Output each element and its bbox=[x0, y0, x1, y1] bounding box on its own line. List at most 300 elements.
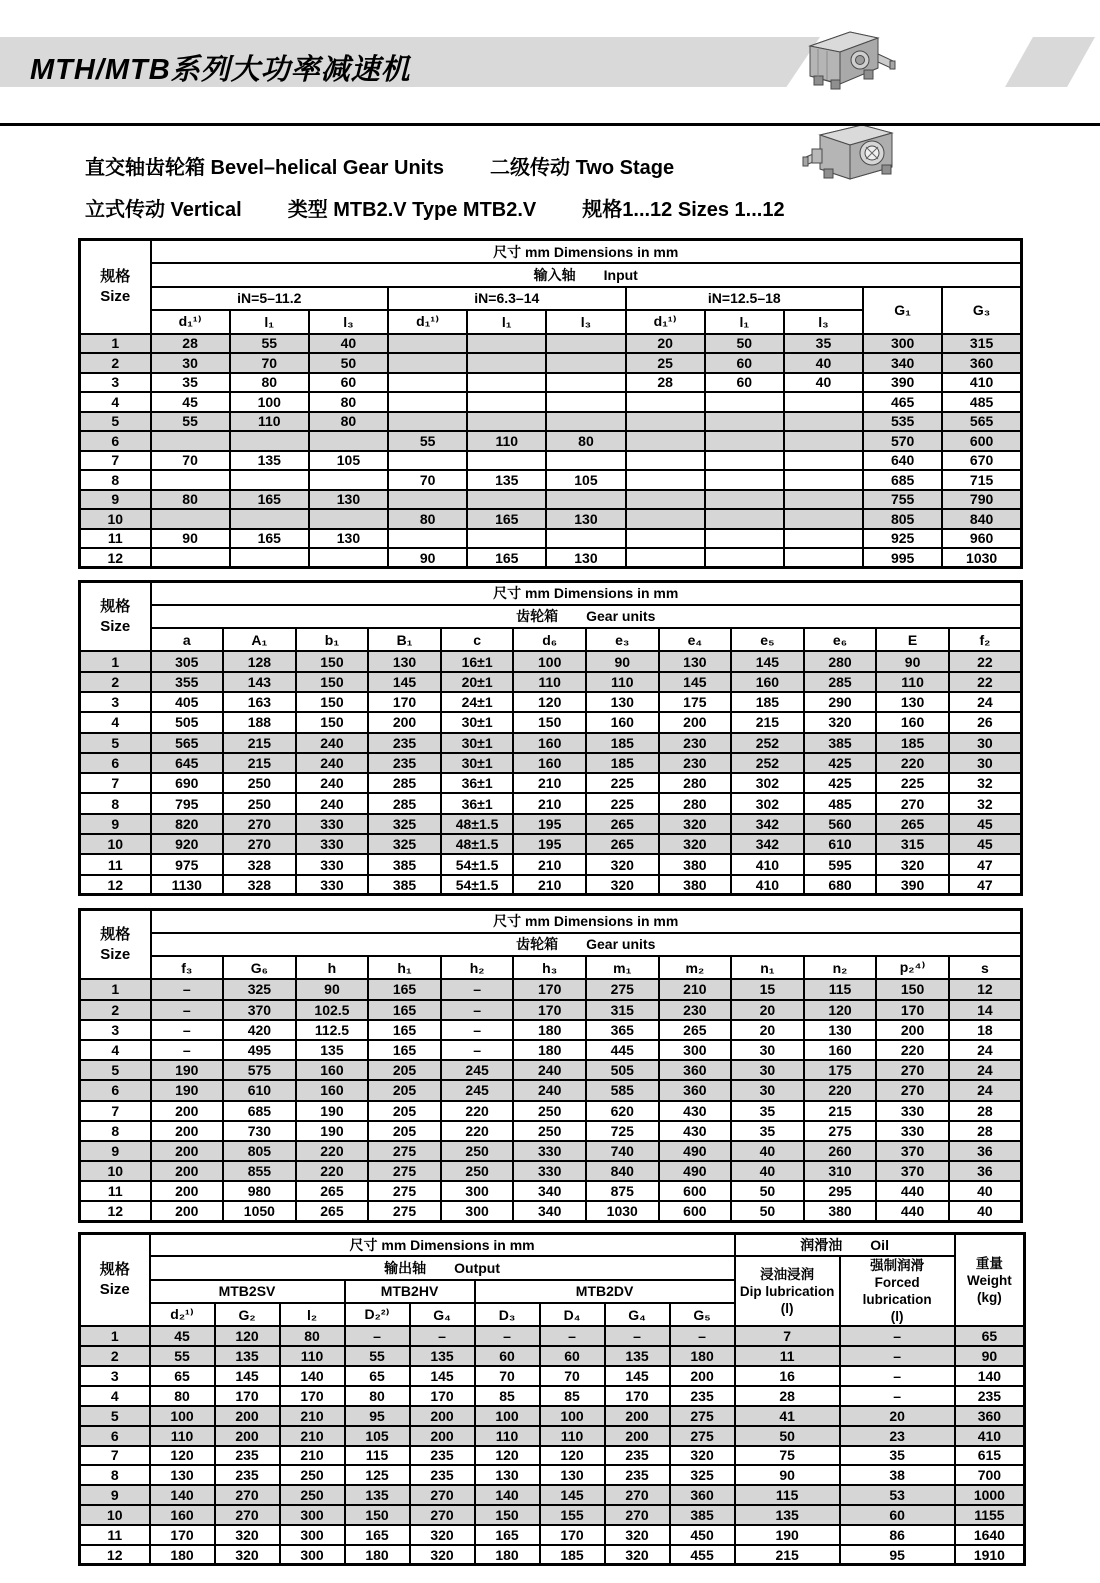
value-cell: 330 bbox=[296, 854, 369, 874]
value-cell: 170 bbox=[368, 692, 441, 712]
size-cell: 11 bbox=[80, 529, 151, 549]
output-section-header: 输出轴 Output bbox=[150, 1256, 735, 1279]
value-cell: 495 bbox=[223, 1040, 296, 1060]
value-cell: 570 bbox=[863, 431, 942, 451]
column-header: d₂¹⁾ bbox=[150, 1303, 215, 1326]
value-cell bbox=[705, 470, 784, 490]
value-cell: 390 bbox=[863, 373, 942, 393]
value-cell: 270 bbox=[876, 1060, 949, 1080]
value-cell: 150 bbox=[296, 651, 369, 671]
table-row bbox=[80, 1386, 1025, 1406]
value-cell: 210 bbox=[513, 793, 586, 813]
value-cell: 160 bbox=[296, 1080, 369, 1100]
value-cell: 685 bbox=[863, 470, 942, 490]
value-cell: 445 bbox=[586, 1040, 659, 1060]
table-row bbox=[80, 773, 1022, 793]
value-cell: 135 bbox=[467, 470, 546, 490]
value-cell: 130 bbox=[804, 1020, 877, 1040]
value-cell: 330 bbox=[296, 875, 369, 895]
value-cell: 120 bbox=[804, 1000, 877, 1020]
column-header: n₁ bbox=[731, 956, 804, 979]
value-cell: 1910 bbox=[955, 1545, 1025, 1565]
column-header: f₂ bbox=[949, 628, 1022, 651]
value-cell: 200 bbox=[605, 1406, 670, 1426]
value-cell: 265 bbox=[876, 814, 949, 834]
value-cell: 90 bbox=[955, 1346, 1025, 1366]
value-cell bbox=[626, 451, 705, 471]
value-cell: 600 bbox=[659, 1201, 732, 1221]
value-cell: 150 bbox=[345, 1505, 410, 1525]
size-cell: 2 bbox=[80, 1000, 151, 1020]
table-row bbox=[80, 875, 1022, 895]
gear-units-section-header: 齿轮箱 Gear units bbox=[151, 605, 1022, 628]
value-cell: 250 bbox=[441, 1161, 514, 1181]
value-cell: 615 bbox=[955, 1446, 1025, 1466]
value-cell: 35 bbox=[784, 334, 863, 354]
value-cell: 490 bbox=[659, 1161, 732, 1181]
value-cell: 70 bbox=[540, 1366, 605, 1386]
column-header: d₆ bbox=[513, 628, 586, 651]
value-cell: 16 bbox=[735, 1366, 840, 1386]
value-cell: 220 bbox=[876, 753, 949, 773]
value-cell: – bbox=[151, 979, 224, 999]
value-cell: 315 bbox=[586, 1000, 659, 1020]
value-cell: 245 bbox=[441, 1080, 514, 1100]
value-cell: 70 bbox=[151, 451, 230, 471]
column-header: l₁ bbox=[705, 310, 784, 334]
value-cell: 535 bbox=[863, 412, 942, 432]
value-cell: 80 bbox=[309, 392, 388, 412]
value-cell: 200 bbox=[151, 1121, 224, 1141]
value-cell bbox=[705, 509, 784, 529]
value-cell: 295 bbox=[804, 1181, 877, 1201]
value-cell: 385 bbox=[368, 854, 441, 874]
value-cell: 210 bbox=[280, 1446, 345, 1466]
value-cell: 20 bbox=[731, 1000, 804, 1020]
value-cell: 35 bbox=[151, 373, 230, 393]
table-row bbox=[80, 1485, 1025, 1505]
value-cell bbox=[705, 431, 784, 451]
size-cell: 12 bbox=[80, 1201, 151, 1221]
table-row bbox=[80, 1020, 1022, 1040]
value-cell: 1000 bbox=[955, 1485, 1025, 1505]
table-row bbox=[80, 1101, 1022, 1121]
value-cell: 210 bbox=[513, 854, 586, 874]
value-cell: 195 bbox=[513, 834, 586, 854]
size-cell: 10 bbox=[80, 1505, 150, 1525]
value-cell: 320 bbox=[586, 854, 659, 874]
column-header: h₂ bbox=[441, 956, 514, 979]
size-cell: 7 bbox=[80, 1101, 151, 1121]
value-cell: 215 bbox=[735, 1545, 840, 1565]
value-cell: 265 bbox=[586, 834, 659, 854]
value-cell: 20 bbox=[731, 1020, 804, 1040]
value-cell: 210 bbox=[280, 1406, 345, 1426]
size-cell: 12 bbox=[80, 548, 151, 568]
value-cell bbox=[388, 412, 467, 432]
value-cell: 225 bbox=[586, 793, 659, 813]
value-cell: 235 bbox=[368, 733, 441, 753]
value-cell: 270 bbox=[223, 834, 296, 854]
table-row bbox=[80, 753, 1022, 773]
banner-right-stripe bbox=[1005, 37, 1095, 87]
value-cell: 235 bbox=[215, 1446, 280, 1466]
intro-type-label: 类型 MTB2.V Type MTB2.V bbox=[287, 199, 537, 221]
table-row bbox=[80, 373, 1022, 393]
value-cell bbox=[467, 529, 546, 549]
column-header: f₃ bbox=[151, 956, 224, 979]
value-cell: 410 bbox=[955, 1426, 1025, 1446]
value-cell: 150 bbox=[876, 979, 949, 999]
intro-two-stage-label: 二级传动 Two Stage bbox=[490, 157, 675, 179]
size-cell: 1 bbox=[80, 651, 151, 671]
value-cell bbox=[546, 392, 625, 412]
value-cell: – bbox=[151, 1020, 224, 1040]
value-cell: 70 bbox=[475, 1366, 540, 1386]
value-cell: 185 bbox=[540, 1545, 605, 1565]
value-cell: 300 bbox=[659, 1040, 732, 1060]
value-cell: 130 bbox=[586, 692, 659, 712]
value-cell: 110 bbox=[586, 672, 659, 692]
value-cell bbox=[626, 431, 705, 451]
value-cell: 960 bbox=[942, 529, 1021, 549]
value-cell: 200 bbox=[151, 1101, 224, 1121]
value-cell: 280 bbox=[659, 773, 732, 793]
value-cell bbox=[467, 451, 546, 471]
value-cell: 47 bbox=[949, 875, 1022, 895]
size-cell: 2 bbox=[80, 672, 151, 692]
value-cell: 200 bbox=[151, 1181, 224, 1201]
value-cell: 20±1 bbox=[441, 672, 514, 692]
value-cell: 160 bbox=[150, 1505, 215, 1525]
value-cell: 330 bbox=[296, 834, 369, 854]
gear-unit-dimensions-table-1 bbox=[78, 580, 1023, 896]
value-cell: 41 bbox=[735, 1406, 840, 1426]
table-row bbox=[80, 1141, 1022, 1161]
value-cell: 360 bbox=[955, 1406, 1025, 1426]
value-cell: – bbox=[605, 1326, 670, 1346]
value-cell: 90 bbox=[735, 1465, 840, 1485]
value-cell: 200 bbox=[410, 1406, 475, 1426]
value-cell: 240 bbox=[513, 1060, 586, 1080]
value-cell: 585 bbox=[586, 1080, 659, 1100]
value-cell: 325 bbox=[368, 834, 441, 854]
value-cell: 190 bbox=[735, 1525, 840, 1545]
value-cell: 180 bbox=[345, 1545, 410, 1565]
value-cell: 250 bbox=[223, 773, 296, 793]
value-cell: 360 bbox=[659, 1060, 732, 1080]
ratio-group-header: iN=5–11.2 bbox=[151, 287, 389, 311]
value-cell: 380 bbox=[804, 1201, 877, 1221]
value-cell: 620 bbox=[586, 1101, 659, 1121]
value-cell: 160 bbox=[731, 672, 804, 692]
weight-column-header: 重量 Weight (kg) bbox=[955, 1234, 1025, 1327]
value-cell: 115 bbox=[804, 979, 877, 999]
value-cell: 250 bbox=[280, 1465, 345, 1485]
value-cell: 170 bbox=[280, 1386, 345, 1406]
value-cell: 210 bbox=[513, 875, 586, 895]
value-cell: 150 bbox=[475, 1505, 540, 1525]
value-cell: 80 bbox=[230, 373, 309, 393]
value-cell: 24 bbox=[949, 692, 1022, 712]
value-cell: 300 bbox=[441, 1181, 514, 1201]
value-cell: 30±1 bbox=[441, 733, 514, 753]
size-cell: 4 bbox=[80, 1386, 150, 1406]
value-cell: 32 bbox=[949, 793, 1022, 813]
value-cell: 30 bbox=[949, 753, 1022, 773]
value-cell: 1030 bbox=[586, 1201, 659, 1221]
table-row bbox=[80, 392, 1022, 412]
value-cell bbox=[784, 431, 863, 451]
value-cell: 685 bbox=[223, 1101, 296, 1121]
value-cell: 270 bbox=[605, 1485, 670, 1505]
value-cell bbox=[546, 490, 625, 510]
value-cell: 410 bbox=[942, 373, 1021, 393]
value-cell: 30±1 bbox=[441, 712, 514, 732]
value-cell: 325 bbox=[670, 1465, 735, 1485]
intro-line-1 bbox=[85, 151, 674, 180]
size-cell: 8 bbox=[80, 1121, 151, 1141]
table-row bbox=[80, 834, 1022, 854]
table-row bbox=[80, 353, 1022, 373]
value-cell: 330 bbox=[876, 1121, 949, 1141]
value-cell: 170 bbox=[215, 1386, 280, 1406]
value-cell: 220 bbox=[876, 1040, 949, 1060]
value-cell: 300 bbox=[280, 1545, 345, 1565]
value-cell: 410 bbox=[731, 875, 804, 895]
value-cell: 440 bbox=[876, 1181, 949, 1201]
value-cell: 560 bbox=[804, 814, 877, 834]
value-cell bbox=[467, 373, 546, 393]
oil-section-header: 润滑油 Oil bbox=[735, 1234, 955, 1257]
column-header: e₅ bbox=[731, 628, 804, 651]
value-cell: 250 bbox=[513, 1121, 586, 1141]
value-cell: – bbox=[441, 1000, 514, 1020]
column-header: e₄ bbox=[659, 628, 732, 651]
value-cell: 325 bbox=[368, 814, 441, 834]
value-cell: 130 bbox=[309, 490, 388, 510]
intro-line-2 bbox=[85, 193, 785, 222]
value-cell: 160 bbox=[586, 712, 659, 732]
value-cell: 855 bbox=[223, 1161, 296, 1181]
column-header: B₁ bbox=[368, 628, 441, 651]
value-cell: 360 bbox=[659, 1080, 732, 1100]
value-cell: 140 bbox=[475, 1485, 540, 1505]
value-cell: 235 bbox=[410, 1446, 475, 1466]
size-cell: 2 bbox=[80, 353, 151, 373]
value-cell: 185 bbox=[876, 733, 949, 753]
value-cell: 105 bbox=[546, 470, 625, 490]
value-cell: 95 bbox=[840, 1545, 955, 1565]
size-cell: 5 bbox=[80, 412, 151, 432]
value-cell: 120 bbox=[475, 1446, 540, 1466]
value-cell: 145 bbox=[605, 1366, 670, 1386]
value-cell: 600 bbox=[659, 1181, 732, 1201]
value-cell: 80 bbox=[151, 490, 230, 510]
value-cell: 805 bbox=[863, 509, 942, 529]
value-cell: 135 bbox=[296, 1040, 369, 1060]
gearbox-images bbox=[798, 20, 1008, 110]
value-cell bbox=[784, 392, 863, 412]
size-cell: 8 bbox=[80, 1465, 150, 1485]
value-cell: 200 bbox=[605, 1426, 670, 1446]
value-cell: 250 bbox=[223, 793, 296, 813]
value-cell: 700 bbox=[955, 1465, 1025, 1485]
table-row bbox=[80, 1346, 1025, 1366]
value-cell bbox=[151, 431, 230, 451]
column-header: e₃ bbox=[586, 628, 659, 651]
value-cell: 112.5 bbox=[296, 1020, 369, 1040]
value-cell bbox=[151, 548, 230, 568]
column-header: h₁ bbox=[368, 956, 441, 979]
value-cell: 365 bbox=[586, 1020, 659, 1040]
table-row bbox=[80, 1201, 1022, 1221]
value-cell: 270 bbox=[410, 1505, 475, 1525]
value-cell: 120 bbox=[215, 1326, 280, 1346]
value-cell: 300 bbox=[280, 1505, 345, 1525]
value-cell: 180 bbox=[670, 1346, 735, 1366]
value-cell: 90 bbox=[876, 651, 949, 671]
size-cell: 6 bbox=[80, 753, 151, 773]
value-cell: 285 bbox=[368, 773, 441, 793]
value-cell: 145 bbox=[540, 1485, 605, 1505]
value-cell: 110 bbox=[230, 412, 309, 432]
value-cell: 505 bbox=[586, 1060, 659, 1080]
value-cell: 290 bbox=[804, 692, 877, 712]
value-cell: 28 bbox=[949, 1121, 1022, 1141]
value-cell bbox=[626, 392, 705, 412]
value-cell: 315 bbox=[876, 834, 949, 854]
value-cell: 275 bbox=[670, 1406, 735, 1426]
value-cell bbox=[388, 392, 467, 412]
table-row bbox=[80, 1426, 1025, 1446]
value-cell: 12 bbox=[949, 979, 1022, 999]
value-cell bbox=[546, 412, 625, 432]
value-cell: 330 bbox=[513, 1161, 586, 1181]
value-cell: 60 bbox=[475, 1346, 540, 1366]
value-cell: 165 bbox=[475, 1525, 540, 1545]
value-cell: 100 bbox=[230, 392, 309, 412]
value-cell: 135 bbox=[215, 1346, 280, 1366]
value-cell: 30 bbox=[731, 1060, 804, 1080]
column-header: G₂ bbox=[215, 1303, 280, 1326]
value-cell: 300 bbox=[441, 1201, 514, 1221]
table-row bbox=[80, 490, 1022, 510]
value-cell: 340 bbox=[513, 1181, 586, 1201]
value-cell: 130 bbox=[546, 548, 625, 568]
value-cell: 252 bbox=[731, 753, 804, 773]
value-cell: 20 bbox=[840, 1406, 955, 1426]
value-cell: 30 bbox=[949, 733, 1022, 753]
value-cell: 320 bbox=[586, 875, 659, 895]
value-cell bbox=[784, 412, 863, 432]
value-cell: 170 bbox=[876, 1000, 949, 1020]
value-cell: – bbox=[345, 1326, 410, 1346]
value-cell: – bbox=[441, 1020, 514, 1040]
table-row bbox=[80, 431, 1022, 451]
value-cell: 595 bbox=[804, 854, 877, 874]
value-cell: 120 bbox=[540, 1446, 605, 1466]
value-cell bbox=[626, 529, 705, 549]
table-row bbox=[80, 1040, 1022, 1060]
value-cell: 185 bbox=[586, 753, 659, 773]
size-cell: 12 bbox=[80, 875, 151, 895]
input-section-header: 输入轴 Input bbox=[151, 263, 1022, 287]
value-cell: – bbox=[840, 1386, 955, 1406]
column-header: s bbox=[949, 956, 1022, 979]
value-cell: 200 bbox=[876, 1020, 949, 1040]
value-cell: – bbox=[410, 1326, 475, 1346]
value-cell: 55 bbox=[151, 412, 230, 432]
size-cell: 6 bbox=[80, 1080, 151, 1100]
dimensions-title: 尺寸 mm Dimensions in mm bbox=[151, 240, 1022, 264]
value-cell: 205 bbox=[368, 1121, 441, 1141]
value-cell: – bbox=[475, 1326, 540, 1346]
table-row bbox=[80, 692, 1022, 712]
column-header: c bbox=[441, 628, 514, 651]
value-cell: 755 bbox=[863, 490, 942, 510]
value-cell: 302 bbox=[731, 793, 804, 813]
table-row bbox=[80, 733, 1022, 753]
value-cell: 65 bbox=[955, 1326, 1025, 1346]
value-cell: 100 bbox=[150, 1406, 215, 1426]
column-header: l₃ bbox=[309, 310, 388, 334]
value-cell: 175 bbox=[659, 692, 732, 712]
value-cell bbox=[705, 490, 784, 510]
value-cell: 275 bbox=[586, 979, 659, 999]
value-cell: 105 bbox=[345, 1426, 410, 1446]
table-row bbox=[80, 1446, 1025, 1466]
header-divider bbox=[0, 123, 1100, 126]
input-shaft-dimensions-table bbox=[78, 238, 1023, 569]
value-cell: 14 bbox=[949, 1000, 1022, 1020]
column-header: l₁ bbox=[467, 310, 546, 334]
size-column-header bbox=[80, 240, 151, 334]
size-cell: 9 bbox=[80, 490, 151, 510]
column-header-g3: G₃ bbox=[942, 287, 1021, 334]
value-cell: 215 bbox=[731, 712, 804, 732]
value-cell: 135 bbox=[605, 1346, 670, 1366]
value-cell: 320 bbox=[670, 1446, 735, 1466]
value-cell: 1050 bbox=[223, 1201, 296, 1221]
table-row bbox=[80, 1406, 1025, 1426]
value-cell: 340 bbox=[513, 1201, 586, 1221]
value-cell: 55 bbox=[388, 431, 467, 451]
value-cell: 170 bbox=[513, 979, 586, 999]
column-header: n₂ bbox=[804, 956, 877, 979]
value-cell: 490 bbox=[659, 1141, 732, 1161]
value-cell: 320 bbox=[215, 1525, 280, 1545]
value-cell: 40 bbox=[784, 373, 863, 393]
value-cell bbox=[705, 412, 784, 432]
value-cell: 180 bbox=[475, 1545, 540, 1565]
value-cell: 285 bbox=[368, 793, 441, 813]
value-cell: 270 bbox=[215, 1485, 280, 1505]
table-row bbox=[80, 672, 1022, 692]
value-cell: 80 bbox=[309, 412, 388, 432]
value-cell: 130 bbox=[150, 1465, 215, 1485]
value-cell: 265 bbox=[296, 1201, 369, 1221]
value-cell: 235 bbox=[605, 1465, 670, 1485]
column-header: D₃ bbox=[475, 1303, 540, 1326]
column-header: d₁¹⁾ bbox=[388, 310, 467, 334]
value-cell: 150 bbox=[513, 712, 586, 732]
value-cell: 38 bbox=[840, 1465, 955, 1485]
forced-lubrication-header: 强制润滑 Forced lubrication (l) bbox=[840, 1256, 955, 1326]
column-header: l₃ bbox=[546, 310, 625, 334]
value-cell bbox=[705, 548, 784, 568]
value-cell: 1640 bbox=[955, 1525, 1025, 1545]
